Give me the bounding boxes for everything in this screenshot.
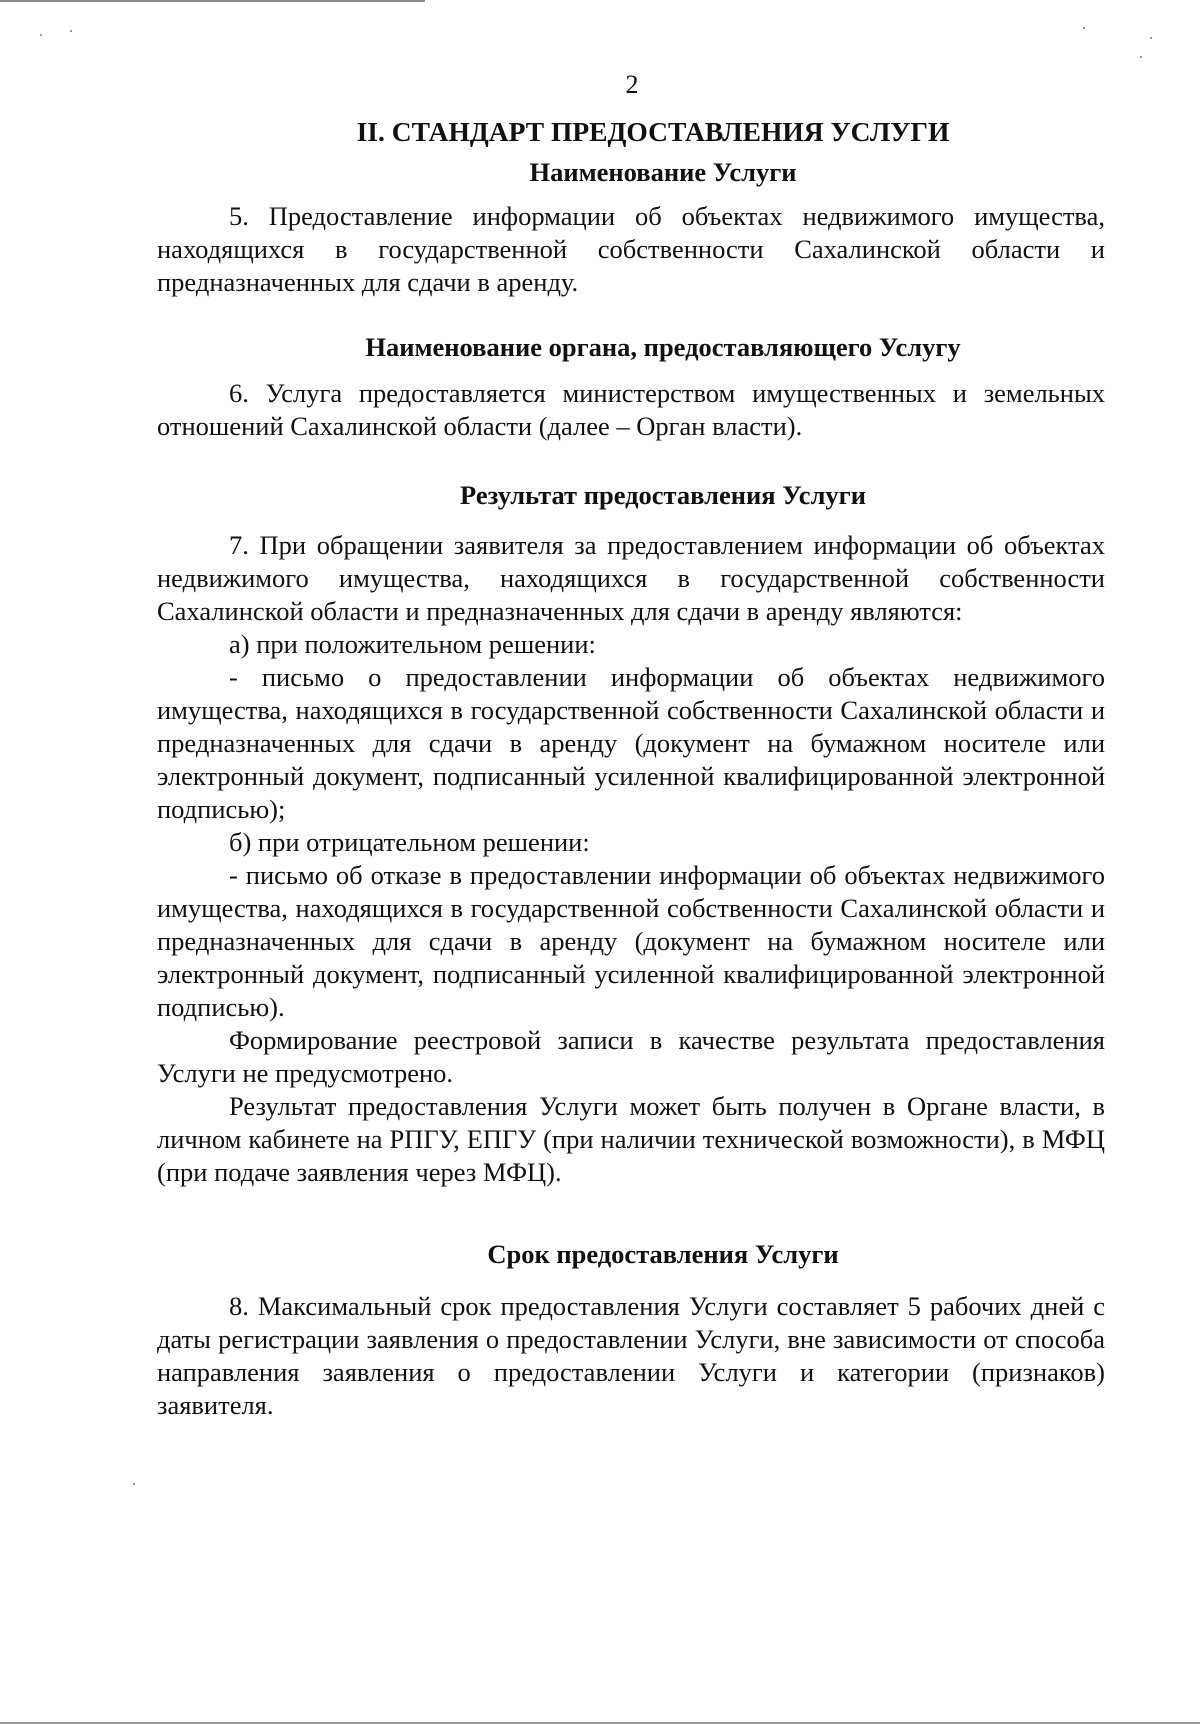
scan-top-edge — [0, 0, 425, 2]
result-negative-letter: - письмо об отказе в предоставлении информации об объектах недвижимого имущества, находящихся в государственной собственности Сахалинской области и предназначенных для сдачи в аренду (документ на бумажном носителе или электронный документ, подписанный усиленной квалифицированной электронной подписью). — [157, 860, 1105, 1022]
result-negative-label: б) при отрицательном решении: — [229, 827, 590, 857]
result-receipt-note: Результат предоставления Услуги может быть получен в Органе власти, в личном кабинете на РПГУ, ЕПГУ (при наличии технической возможности), в МФЦ (при подаче заявления через МФЦ). — [157, 1091, 1105, 1187]
scan-speck — [133, 1483, 135, 1485]
scan-speck — [40, 34, 42, 36]
scan-speck — [70, 30, 72, 32]
scan-speck — [1150, 37, 1152, 39]
paragraph-6: 6. Услуга предоставляется министерством имущественных и земельных отношений Сахалинской области (далее – Орган власти). — [157, 378, 1105, 441]
section-title: II. СТАНДАРТ ПРЕДОСТАВЛЕНИЯ УСЛУГИ — [356, 116, 950, 147]
scan-bottom-edge — [0, 1722, 1200, 1724]
heading-service-name: Наименование Услуги — [529, 157, 797, 187]
document-body — [157, 112, 1105, 1422]
heading-service-term: Срок предоставления Услуги — [487, 1239, 839, 1269]
heading-authority-name: Наименование органа, предоставляющего Услугу — [365, 332, 961, 362]
paragraph-5: 5. Предоставление информации об объектах недвижимого имущества, находящихся в государственной собственности Сахалинской области и предназначенных для сдачи в аренду. — [157, 201, 1105, 297]
paragraph-7: 7. При обращении заявителя за предоставлением информации об объектах недвижимого имущества, находящихся в государственной собственности Сахалинской области и предназначенных для сдачи в аренду являются: — [157, 530, 1105, 626]
scan-speck — [1083, 27, 1085, 29]
scan-speck — [1140, 56, 1142, 58]
paragraph-8: 8. Максимальный срок предоставления Услуги составляет 5 рабочих дней с даты регистрации заявления о предоставлении Услуги, вне зависимости от способа направления заявления о предоставлении Услуги и категории (признаков) заявителя. — [157, 1291, 1105, 1420]
heading-service-result: Результат предоставления Услуги — [460, 480, 866, 510]
registry-record-note: Формирование реестровой записи в качестве результата предоставления Услуги не предусмотрено. — [157, 1025, 1105, 1088]
result-positive-label: а) при положительном решении: — [229, 629, 596, 659]
result-positive-letter: - письмо о предоставлении информации об объектах недвижимого имущества, находящихся в государственной собственности Сахалинской области и предназначенных для сдачи в аренду (документ на бумажном носителе или электронный документ, подписанный усиленной квалифицированной электронной подписью); — [157, 662, 1105, 824]
page-number: 2 — [625, 70, 639, 99]
